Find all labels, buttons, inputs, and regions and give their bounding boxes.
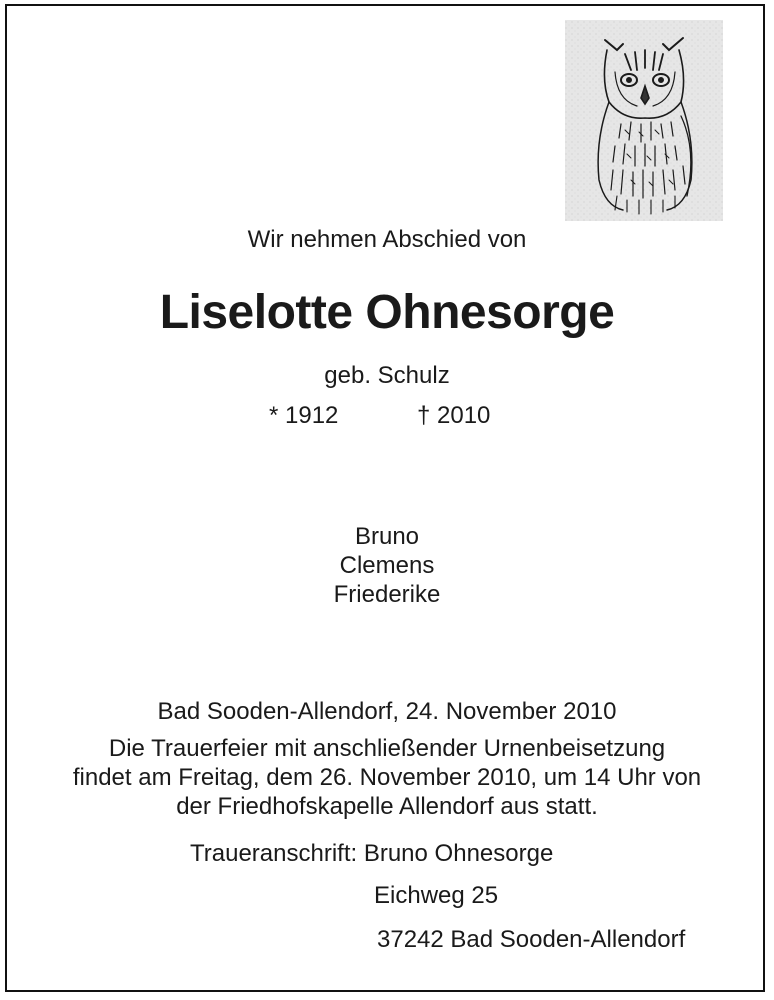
owl-drawing-icon	[565, 20, 723, 221]
mourners-list	[0, 522, 774, 609]
deceased-name: Liselotte Ohnesorge	[159, 286, 615, 339]
mourner-name: Clemens	[339, 552, 435, 579]
maiden-name: geb. Schulz	[324, 362, 450, 389]
address-city: 37242 Bad Sooden-Allendorf	[377, 926, 686, 953]
ceremony-line: der Friedhofskapelle Allendorf aus statt.	[176, 793, 598, 820]
ceremony-line: findet am Freitag, dem 26. November 2010, um 14 Uhr von	[72, 764, 702, 791]
ceremony-text	[0, 734, 774, 821]
death-year: † 2010	[417, 402, 491, 429]
birth-year: * 1912	[269, 402, 339, 429]
mourner-name: Bruno	[354, 523, 420, 550]
intro-text: Wir nehmen Abschied von	[247, 226, 527, 253]
ceremony-line: Die Trauerfeier mit anschließender Urnenbeisetzung	[108, 735, 666, 762]
address-street: Eichweg 25	[374, 882, 499, 909]
mourner-name: Friederike	[333, 581, 441, 608]
place-and-date: Bad Sooden-Allendorf, 24. November 2010	[157, 698, 617, 725]
address-label: Traueranschrift: Bruno Ohnesorge	[190, 840, 554, 867]
